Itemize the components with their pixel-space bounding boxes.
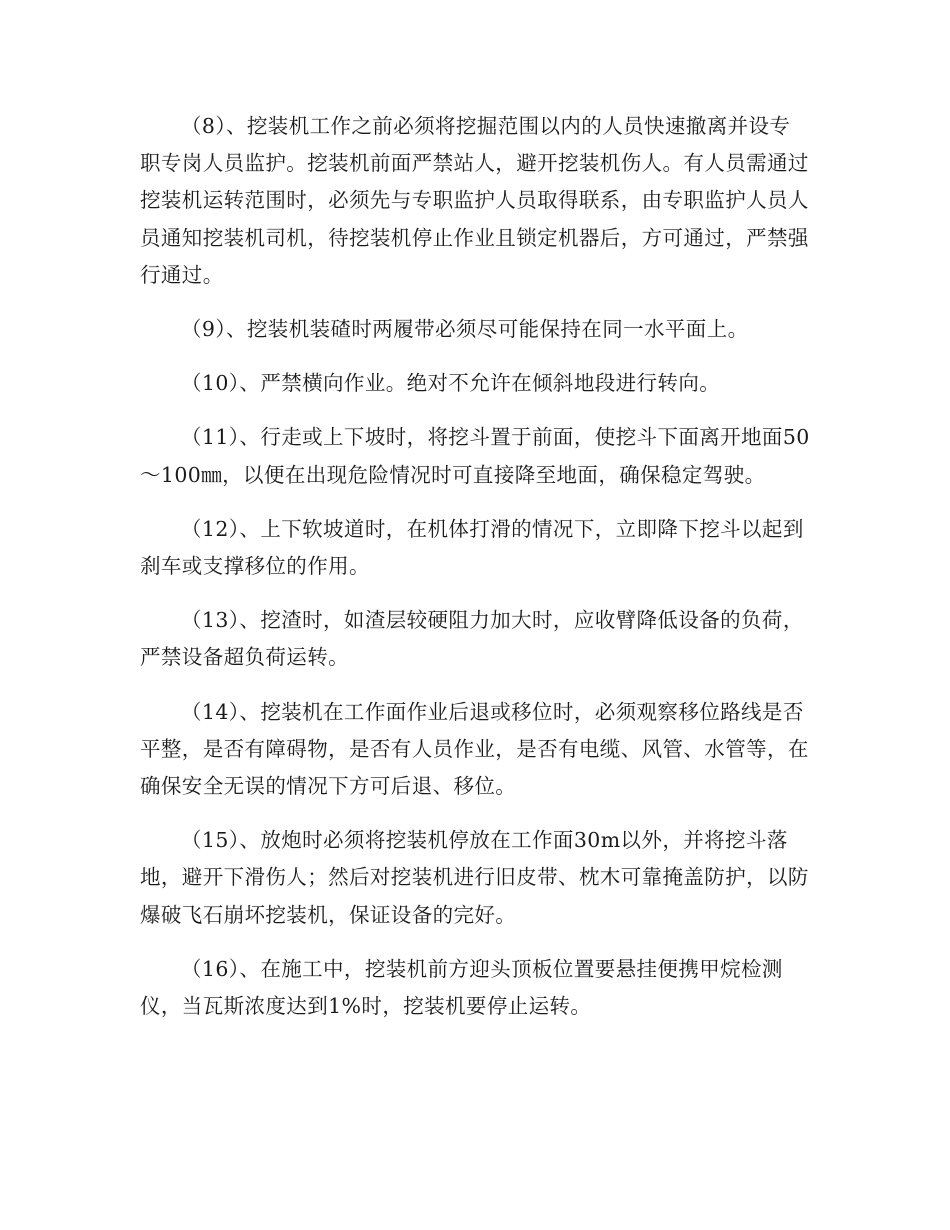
paragraph-10: （10）、严禁横向作业。绝对不允许在倾斜地段进行转向。 (181, 371, 721, 396)
paragraph-14: （14）、挖装机在工作面作业后退或移位时，必须观察移位路线是否平整，是否有障碍物，是否有人员作业，是否有电缆、风管、水管等，在确保安全无误的情况下方可后退、移位。 (140, 699, 809, 799)
paragraph-9: （9）、挖装机装碴时两履带必须尽可能保持在同一水平面上。 (181, 317, 749, 342)
paragraph-11: （11）、行走或上下坡时，将挖斗置于前面，使挖斗下面离开地面50～100㎜，以便在出现危险情况时可直接降至地面，确保稳定驾驶。 (140, 425, 810, 487)
paragraph-15: （15）、放炮时必须将挖装机停放在工作面30m以外，并将挖斗落地，避开下滑伤人；然后对挖装机进行旧皮带、枕木可靠掩盖防护，以防爆破飞石崩坏挖装机，保证设备的完好。 (140, 828, 809, 927)
paragraph-13: （13）、挖渣时，如渣层较硬阻力加大时，应收臂降低设备的负荷，严禁设备超负荷运转。 (140, 608, 804, 670)
paragraph-12: （12）、上下软坡道时，在机体打滑的情况下，立即降下挖斗以起到刹车或支撑移位的作用。 (140, 516, 804, 579)
paragraph-8: （8）、挖装机工作之前必须将挖掘范围以内的人员快速撤离并设专职专岗人员监护。挖装机前面严禁站人，避开挖装机伤人。有人员需通过挖装机运转范围时，必须先与专职监护人员取得联系，由专职监护人员人员通知挖装机司机，待挖装机停止作业且锁定机器后，方可通过，严禁强行通过。 (140, 114, 809, 287)
paragraph-16: （16）、在施工中，挖装机前方迎头顶板位置要悬挂便携甲烷检测仪，当瓦斯浓度达到1%时，挖装机要停止运转。 (140, 956, 783, 1019)
document-body (140, 108, 810, 1042)
